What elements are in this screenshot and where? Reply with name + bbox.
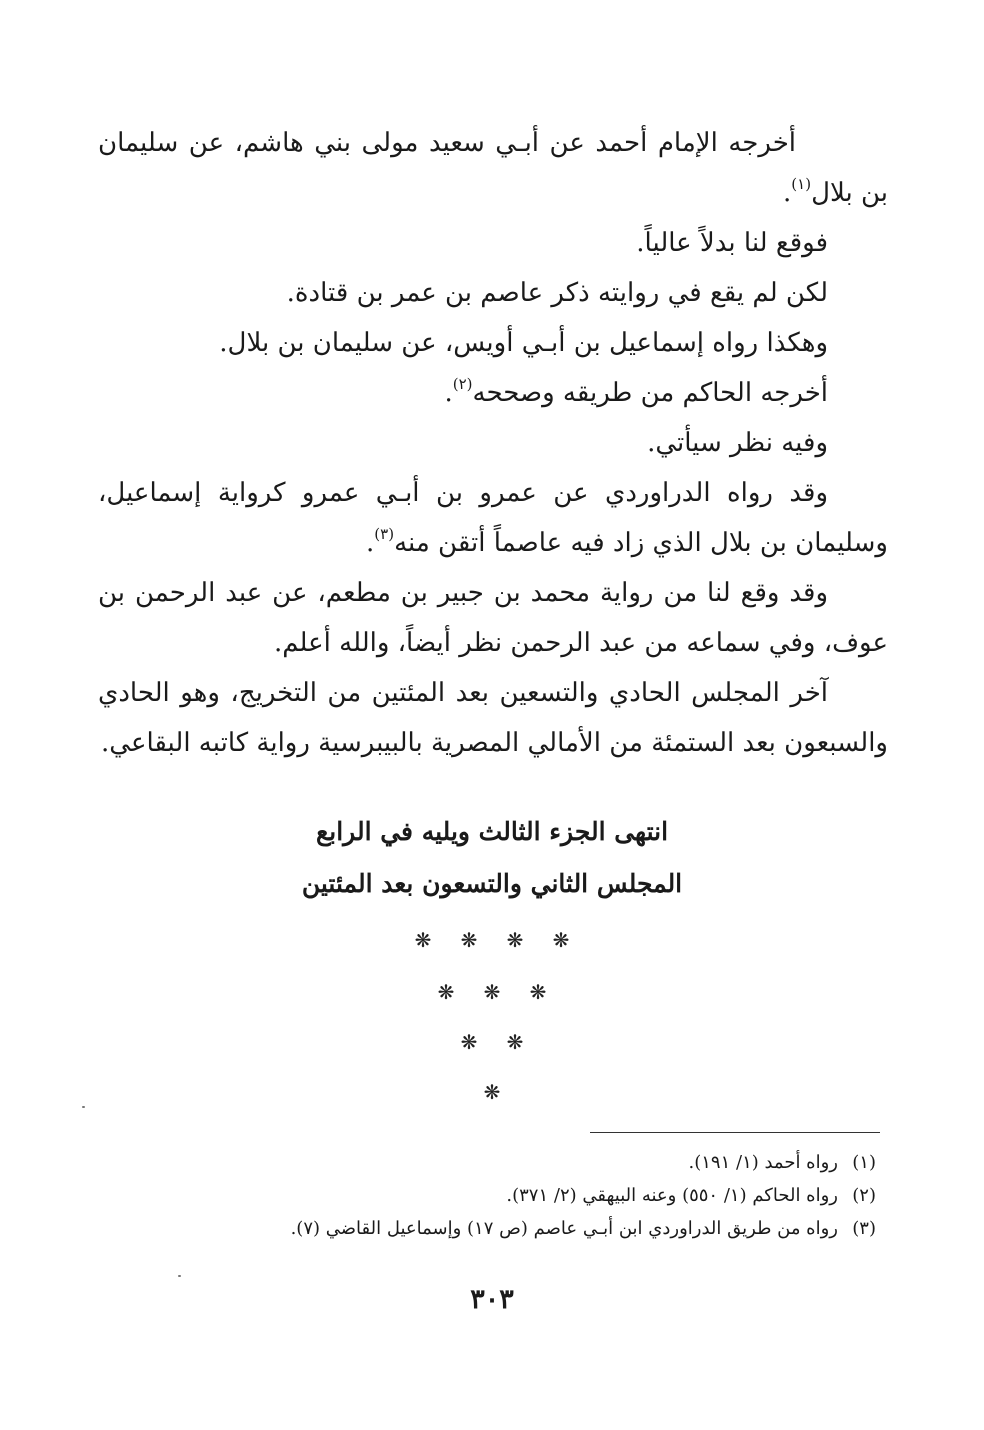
star-icon: ❋: [506, 1030, 524, 1054]
paragraph: وفيه نظر سيأتي.: [647, 428, 828, 458]
star-icon: ❋: [460, 1030, 478, 1054]
scan-speck: [178, 1275, 181, 1277]
paragraph: وقد وقع لنا من رواية محمد بن جبير بن مطعم، عن عبد الرحمن بن عوف، وفي سماعه من عبد الرحمن نظر أيضاً، والله أعلم.: [98, 578, 888, 658]
star-icon: ❋: [437, 980, 455, 1004]
star-row: [0, 928, 984, 952]
page-number: ٣٠٣: [470, 1284, 514, 1315]
paragraph: لكن لم يقع في روايته ذكر عاصم بن عمر بن قتادة.: [286, 278, 828, 308]
footnote: [116, 1179, 876, 1212]
star-icon: ❋: [414, 928, 432, 952]
paragraph: آخر المجلس الحادي والتسعين بعد المئتين من التخريج، وهو الحادي والسبعون بعد الستمئة من الأمالي المصرية بالبيبرسية رواية كاتبه البقاعي.: [98, 678, 888, 758]
footnotes: [116, 1146, 876, 1245]
star-icon: ❋: [552, 928, 570, 952]
footnote-text: رواه الحاكم (١/ ٥٥٠) وعنه البيهقي (٢/ ٣٧١).: [506, 1185, 838, 1206]
star-icon: ❋: [483, 1080, 501, 1104]
footnote: [116, 1146, 876, 1179]
star-row: [0, 980, 984, 1004]
footnote-text: رواه من طريق الدراوردي ابن أبـي عاصم (ص ١٧) وإسماعيل القاضي (٧).: [290, 1218, 838, 1239]
star-row: [0, 1080, 984, 1104]
paragraph: أخرجه الحاكم من طريقه وصححه$^{(٢)}$.: [444, 375, 828, 408]
star-row: [0, 1030, 984, 1054]
footnote-number: (٢): [852, 1185, 876, 1206]
scan-speck: [82, 1106, 85, 1108]
footnote-number: (٣): [852, 1218, 876, 1239]
footnote-number: (١): [852, 1152, 876, 1173]
paragraph: فوقع لنا بدلاً عالياً.: [636, 228, 828, 258]
footnote-separator: [590, 1132, 880, 1133]
star-icon: ❋: [483, 980, 501, 1004]
footnote: [116, 1212, 876, 1245]
footnote-text: رواه أحمد (١/ ١٩١).: [688, 1152, 838, 1173]
paragraph: وقد رواه الدراوردي عن عمرو بن أبـي عمرو كرواية إسماعيل، وسليمان بن بلال الذي زاد فيه عاصماً أتقن منه$^{(٣)}$.: [98, 478, 888, 558]
star-icon: ❋: [460, 928, 478, 952]
next-session-heading: المجلس الثاني والتسعون بعد المئتين: [301, 869, 683, 898]
footnote-reference[interactable]: (١): [791, 175, 812, 193]
footnote-reference[interactable]: (٣): [374, 525, 395, 543]
star-icon: ❋: [529, 980, 547, 1004]
paragraph: وهكذا رواه إسماعيل بن أبـي أويس، عن سليمان بن بلال.: [219, 328, 828, 358]
paragraph: أخرجه الإمام أحمد عن أبـي سعيد مولى بني هاشم، عن سليمان بن بلال$^{(١)}$.: [98, 128, 888, 208]
main-text: [98, 118, 888, 768]
star-icon: ❋: [506, 928, 524, 952]
closing-heading: انتهى الجزء الثالث ويليه في الرابع: [315, 817, 669, 846]
footnote-reference[interactable]: (٢): [452, 375, 473, 393]
